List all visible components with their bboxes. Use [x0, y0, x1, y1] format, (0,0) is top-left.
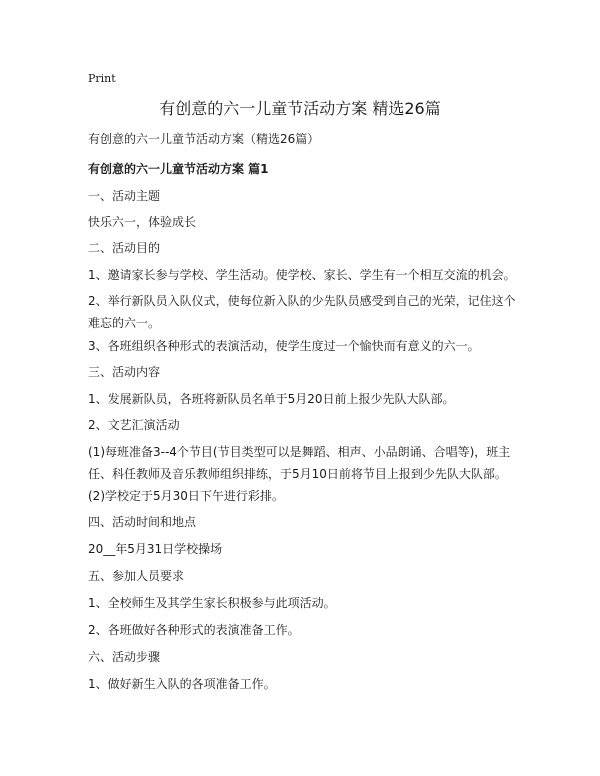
- section-heading: 有创意的六一儿童节活动方案 篇1: [88, 162, 269, 176]
- paragraph-time-place: 20__年5月31日学校操场: [88, 542, 223, 556]
- paragraph-content-2-1: (1)每班准备3--4个节目(节目类型可以是舞蹈、相声、小品朗诵、合唱等)，班主任、科任教师及音乐教师组织排练，于5月10日前将节目上报到少先队大队部。: [88, 445, 511, 481]
- paragraph-steps-1: 1、做好新生入队的各项准备工作。: [88, 677, 276, 691]
- paragraph-purpose-3: 3、各班组织各种形式的表演活动，使学生度过一个愉快而有意义的六一。: [88, 339, 480, 353]
- paragraph-requirements-1: 1、全校师生及其学生家长积极参与此项活动。: [88, 596, 336, 610]
- paragraph-theme: 快乐六一，体验成长: [88, 215, 197, 229]
- heading-activity-purpose: 二、活动目的: [88, 241, 161, 255]
- heading-activity-content: 三、活动内容: [88, 365, 161, 379]
- paragraph-requirements-2: 2、各班做好各种形式的表演准备工作。: [88, 623, 300, 637]
- heading-activity-steps: 六、活动步骤: [88, 650, 161, 664]
- heading-time-place: 四、活动时间和地点: [88, 515, 197, 529]
- document-subtitle: 有创意的六一儿童节活动方案（精选26篇）: [88, 132, 320, 146]
- heading-participant-requirements: 五、参加人员要求: [88, 569, 185, 583]
- heading-activity-theme: 一、活动主题: [88, 189, 161, 203]
- paragraph-content-2-2: (2)学校定于5月30日下午进行彩排。: [88, 489, 284, 503]
- paragraph-purpose-2: 2、举行新队员入队仪式，使每位新入队的少先队员感受到自己的光荣，记住这个难忘的六一。: [88, 294, 516, 330]
- document-title: 有创意的六一儿童节活动方案 精选26篇: [159, 99, 441, 118]
- paragraph-content-2: 2、文艺汇演活动: [88, 418, 180, 432]
- print-label[interactable]: Print: [88, 72, 116, 85]
- paragraph-purpose-1: 1、邀请家长参与学校、学生活动。使学校、家长、学生有一个相互交流的机会。: [88, 268, 516, 282]
- paragraph-content-1: 1、发展新队员，各班将新队员名单于5月20日前上报少先队大队部。: [88, 392, 455, 406]
